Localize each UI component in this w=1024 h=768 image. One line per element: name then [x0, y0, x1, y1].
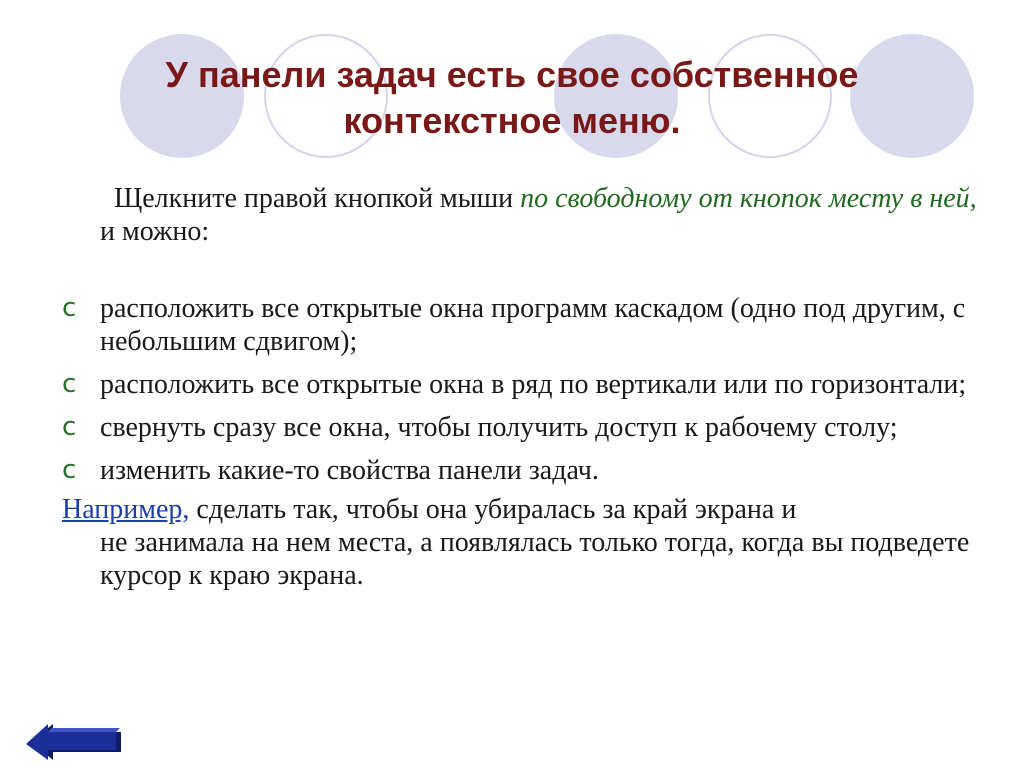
- bullet-icon: ⅽ: [62, 369, 77, 399]
- list-item-text: свернуть сразу все окна, чтобы получить доступ к рабочему столу;: [100, 412, 898, 443]
- list-item: [62, 368, 982, 401]
- example-first-line: сделать так, чтобы она убиралась за край экрана и: [189, 494, 797, 525]
- list-item-text: изменить какие-то свойства панели задач.: [100, 455, 599, 486]
- intro-tail-text: и можно:: [100, 216, 210, 247]
- example-rest: не занимала на нем места, а появлялась только тогда, когда вы подведете курсор к краю экрана.: [100, 527, 970, 591]
- bullet-list: [62, 292, 982, 487]
- example-link[interactable]: Например,: [62, 494, 190, 525]
- slide-title: [60, 52, 964, 144]
- list-item: [62, 411, 982, 444]
- bullet-icon: ⅽ: [62, 293, 77, 323]
- bullet-icon: ⅽ: [62, 455, 77, 485]
- title-line-1: У панели задач есть свое собственное: [165, 54, 859, 95]
- example-paragraph: [62, 493, 982, 592]
- back-arrow-icon[interactable]: [24, 714, 124, 760]
- title-line-2: контекстное меню.: [343, 100, 681, 141]
- list-item-text: расположить все открытые окна программ каскадом (одно под другим, с небольшим сдвигом);: [100, 293, 966, 357]
- list-item: [62, 292, 982, 358]
- slide-content: [62, 182, 982, 592]
- intro-italic-text: по свободному от кнопок месту в ней,: [520, 183, 977, 214]
- intro-plain-text: Щелкните правой кнопкой мыши: [114, 183, 521, 214]
- list-item-text: расположить все открытые окна в ряд по вертикали или по горизонтали;: [100, 369, 967, 400]
- bullet-icon: ⅽ: [62, 412, 77, 442]
- list-item: [62, 454, 982, 487]
- intro-paragraph: [62, 182, 982, 248]
